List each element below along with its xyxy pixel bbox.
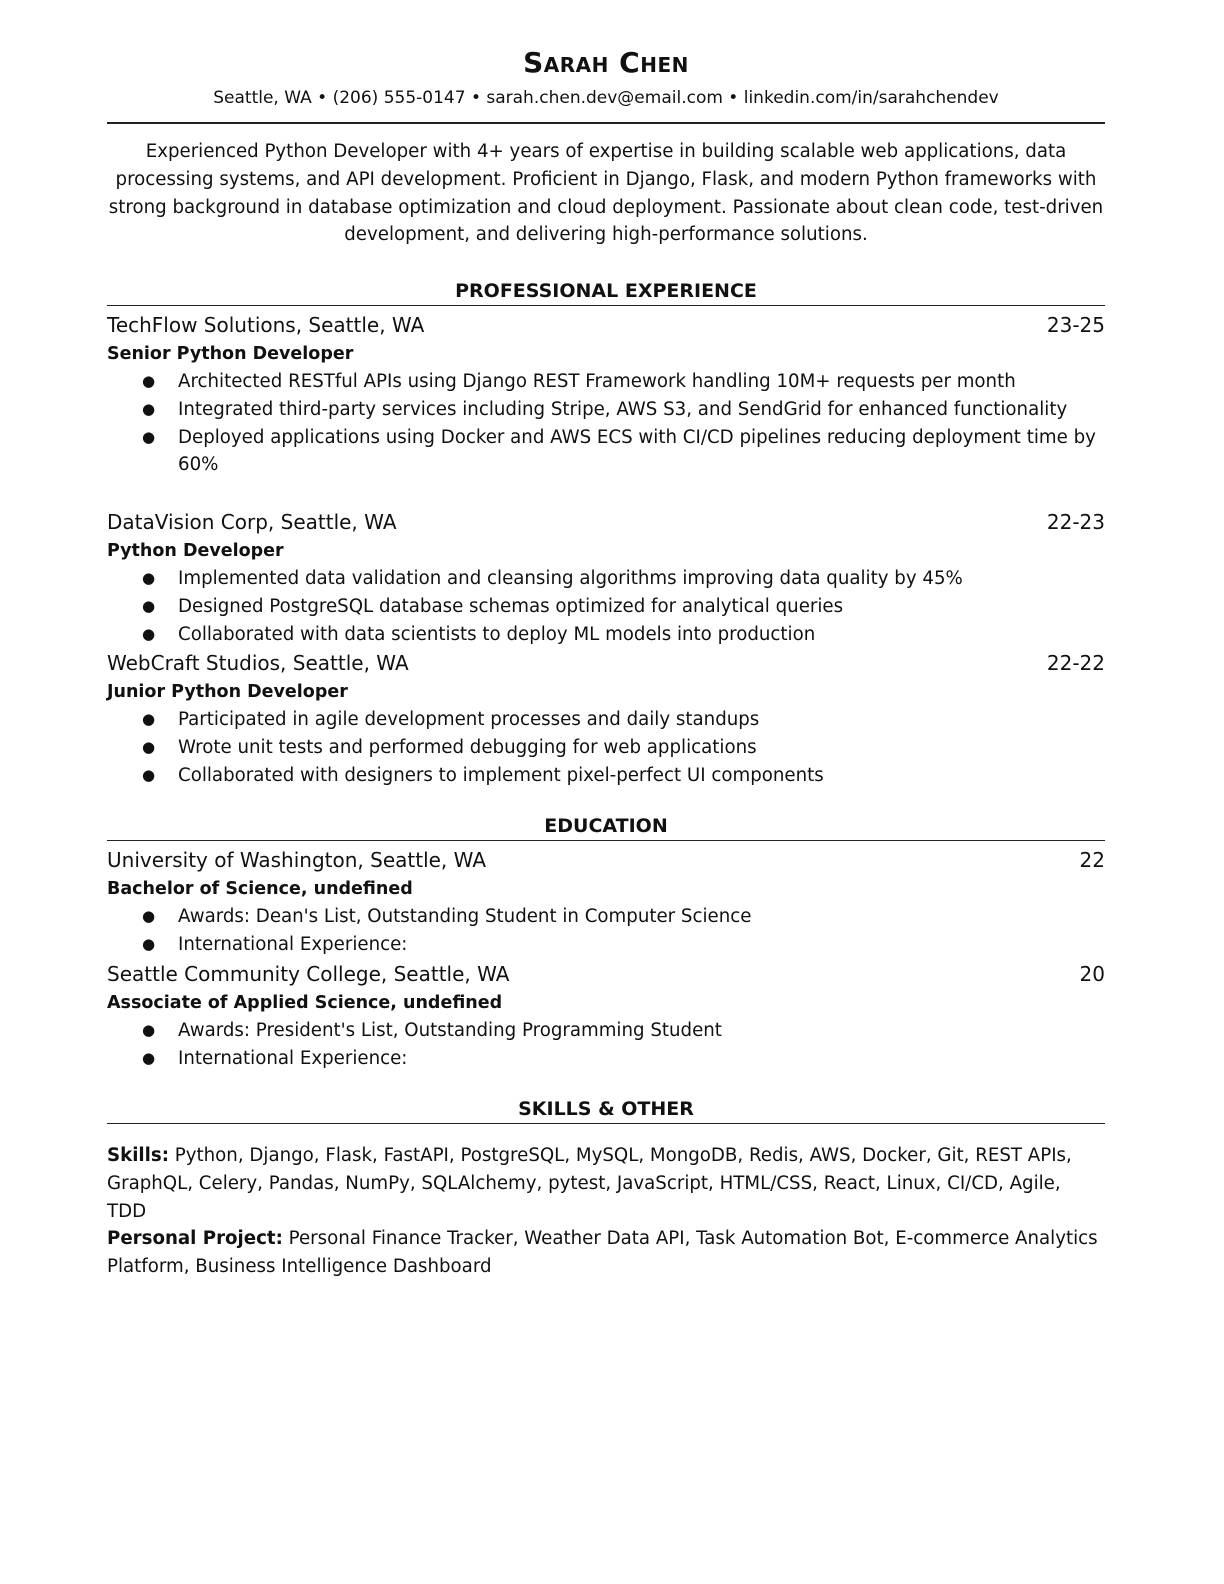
list-item (107, 734, 1105, 762)
employer-name: WebCraft Studios, Seattle, WA (107, 651, 409, 675)
bullet-text: Architected RESTful APIs using Django REST Framework handling 10M+ requests per month (178, 371, 1016, 392)
education-entry-uw (107, 846, 1105, 959)
education-section-title: EDUCATION (107, 813, 1105, 841)
employer-name: DataVision Corp, Seattle, WA (107, 510, 397, 534)
projects-label: Personal Project: (107, 1228, 283, 1250)
bullet-icon: ● (142, 1048, 156, 1067)
list-item (107, 706, 1105, 734)
education-bullets (107, 903, 1105, 959)
bullet-icon: ● (142, 372, 156, 390)
experience-entry-webcraft (107, 649, 1105, 789)
graduation-year: 20 (1079, 962, 1105, 986)
education-entry-scc (107, 960, 1105, 1073)
projects-line (107, 1225, 1105, 1281)
bullet-icon: ● (142, 765, 156, 784)
employment-dates: 22-22 (1046, 651, 1105, 675)
bullet-text: Collaborated with data scientists to deploy ML models into production (178, 623, 816, 645)
skills-label: Skills: (107, 1145, 169, 1166)
bullet-icon: ● (142, 624, 156, 643)
graduation-year: 22 (1079, 848, 1105, 872)
bullet-icon: ● (142, 907, 156, 925)
bullet-text: Participated in agile development processes and daily standups (178, 709, 760, 730)
list-item (107, 396, 1105, 424)
bullet-icon: ● (142, 399, 156, 418)
education-bullets (107, 1017, 1105, 1073)
bullet-text: Implemented data validation and cleansing algorithms improving data quality by 45% (178, 568, 963, 589)
experience-org-row (107, 311, 1105, 340)
degree-title: Associate of Applied Science, undefined (107, 993, 503, 1013)
list-item (107, 1045, 1105, 1073)
bullet-text: Collaborated with designers to implement pixel-perfect UI components (178, 764, 824, 786)
skills-line (107, 1142, 1105, 1225)
experience-org-row (107, 649, 1105, 678)
job-title: Senior Python Developer (107, 344, 354, 364)
education-org-row (107, 846, 1105, 875)
experience-entry-techflow (107, 311, 1105, 479)
employer-name: TechFlow Solutions, Seattle, WA (107, 313, 425, 337)
bullet-icon: ● (142, 710, 156, 728)
list-item (107, 903, 1105, 931)
list-item (107, 368, 1105, 396)
bullet-text: Integrated third-party services including Stripe, AWS S3, and SendGrid for enhanced functionality (178, 398, 1068, 420)
skills-section-title: SKILLS & OTHER (107, 1096, 1105, 1124)
bullet-icon: ● (142, 934, 156, 953)
professional-summary: Experienced Python Developer with 4+ years of expertise in building scalable web applications, data processing systems, and API development. Proficient in Django, Flask, and modern Python frameworks with strong background in database optimization and cloud deployment. Passionate about clean code, test-driven development, and delivering high-performance solutions. (108, 141, 1104, 246)
job-bullets (107, 368, 1105, 479)
employment-dates: 23-25 (1046, 313, 1105, 337)
list-item (107, 1017, 1105, 1045)
header-divider (107, 122, 1105, 124)
bullet-text: Designed PostgreSQL database schemas optimized for analytical queries (178, 595, 844, 617)
bullet-icon: ● (142, 427, 156, 446)
bullet-icon: ● (142, 737, 156, 756)
education-org-row (107, 960, 1105, 989)
skills-block (107, 1142, 1105, 1281)
bullet-text: Awards: President's List, Outstanding Programming Student (178, 1020, 722, 1041)
school-name: University of Washington, Seattle, WA (107, 848, 487, 872)
contact-line: Seattle, WA • (206) 555-0147 • sarah.chen.dev@email.com • linkedin.com/in/sarahchendev (213, 88, 999, 108)
job-bullets (107, 706, 1105, 789)
list-item (107, 762, 1105, 790)
list-item (107, 424, 1105, 480)
job-title: Python Developer (107, 541, 284, 561)
projects-list: Personal Finance Tracker, Weather Data API, Task Automation Bot, E-commerce Analytics Platform, Business Intelligence Dashboard (107, 1228, 1098, 1278)
employment-dates: 22-23 (1046, 510, 1105, 534)
skills-list: Python, Django, Flask, FastAPI, PostgreSQL, MySQL, MongoDB, Redis, AWS, Docker, Git, REST APIs, GraphQL, Celery, Pandas, NumPy, SQLAlchemy, pytest, JavaScript, HTML/CSS, React, Linux, CI/CD, Agile, TDD (107, 1145, 1072, 1222)
bullet-icon: ● (142, 1021, 156, 1039)
bullet-text: Wrote unit tests and performed debugging for web applications (178, 736, 757, 758)
bullet-icon: ● (142, 569, 156, 587)
bullet-text: International Experience: (178, 1047, 408, 1069)
bullet-text: International Experience: (178, 933, 408, 955)
job-bullets (107, 565, 1105, 648)
list-item (107, 931, 1105, 959)
experience-section-title: PROFESSIONAL EXPERIENCE (107, 278, 1105, 306)
degree-title: Bachelor of Science, undefined (107, 879, 413, 899)
bullet-text: Awards: Dean's List, Outstanding Student in Computer Science (178, 906, 752, 927)
candidate-name: Sarah Chen (523, 46, 689, 79)
list-item (107, 593, 1105, 621)
bullet-icon: ● (142, 596, 156, 615)
school-name: Seattle Community College, Seattle, WA (107, 962, 510, 986)
list-item (107, 621, 1105, 649)
experience-org-row (107, 508, 1105, 537)
job-title: Junior Python Developer (107, 682, 348, 702)
bullet-text: Deployed applications using Docker and AWS ECS with CI/CD pipelines reducing deployment time by 60% (178, 426, 1096, 476)
list-item (107, 565, 1105, 593)
experience-entry-datavision (107, 508, 1105, 648)
